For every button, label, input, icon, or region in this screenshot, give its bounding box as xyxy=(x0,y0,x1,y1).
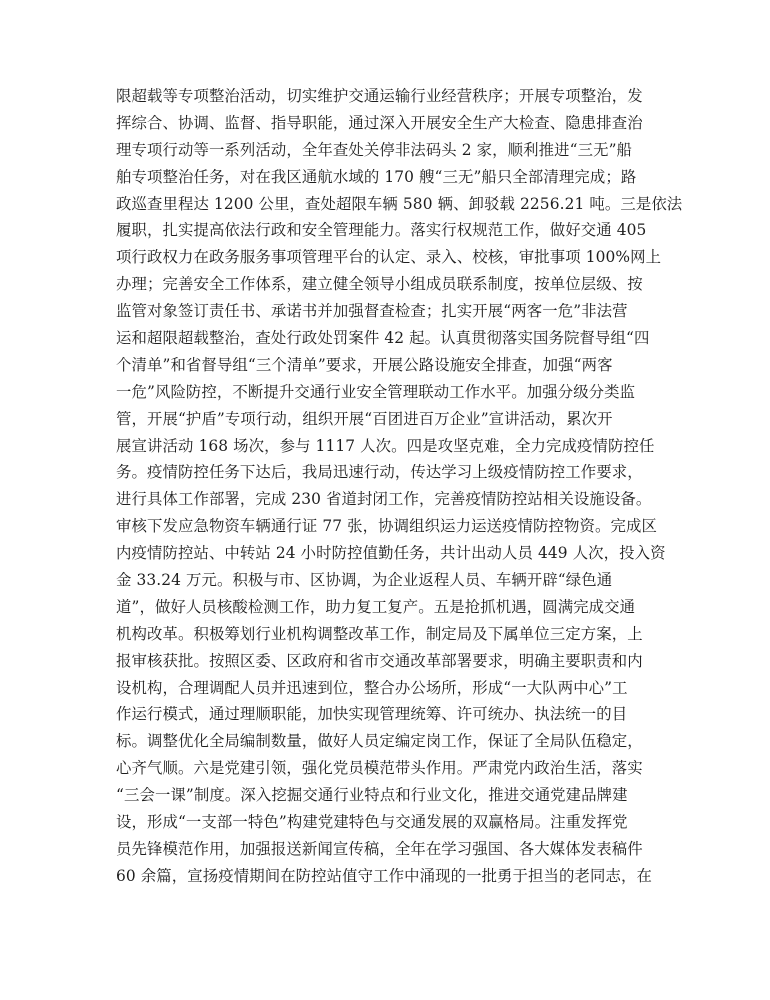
text-line: 金 33.24 万元。积极与市、区协调，为企业返程人员、车辆开辟“绿色通 xyxy=(116,571,613,590)
text-line: 运和超限超载整治，查处行政处罚案件 42 起。认真贯彻落实国务院督导组“四 xyxy=(116,329,650,348)
text-line: 履职，扎实提高依法行政和安全管理能力。落实行权规范工作，做好交通 405 xyxy=(116,221,647,240)
text-line: 管，开展“护盾”专项行动，组织开展“百团进百万企业”宣讲活动，累次开 xyxy=(116,409,613,428)
text-line: 作运行模式，通过理顺职能，加快实现管理统筹、许可统办、执法统一的目 xyxy=(116,705,628,724)
text-line: 设机构，合理调配人员并迅速到位，整合办公场所，形成“一大队两中心”工 xyxy=(116,678,628,697)
text-line: 审核下发应急物资车辆通行证 77 张，协调组织运力运送疫情防控物资。完成区 xyxy=(116,517,657,536)
body-text xyxy=(116,83,683,890)
text-line: 心齐气顺。六是党建引领，强化党员模范带头作用。严肃党内政治生活，落实 xyxy=(116,759,643,778)
text-line: 设，形成“一支部一特色”构建党建特色与交通发展的双赢格局。注重发挥党 xyxy=(116,813,628,832)
text-line: 报审核获批。按照区委、区政府和省市交通改革部署要求，明确主要职责和内 xyxy=(116,651,643,670)
text-line: 机构改革。积极筹划行业机构调整改革工作，制定局及下属单位三定方案，上 xyxy=(116,624,643,643)
text-line: 政巡查里程达 1200 公里，查处超限车辆 580 辆、卸驳载 2256.21 吨。三是依法 xyxy=(116,194,683,213)
text-line: 标。调整优化全局编制数量，做好人员定编定岗工作，保证了全局队伍稳定， xyxy=(116,732,643,751)
text-line: 舶专项整治任务，对在我区通航水域的 170 艘“三无”船只全部清理完成；路 xyxy=(116,167,637,186)
text-line: 一危”风险防控，不断提升交通行业安全管理联动工作水平。加强分级分类监 xyxy=(116,382,636,401)
text-line: 展宣讲活动 168 场次，参与 1117 人次。四是攻坚克难，全力完成疫情防控任 xyxy=(116,436,655,455)
text-line: “三会一课”制度。深入挖掘交通行业特点和行业文化，推进交通党建品牌建 xyxy=(116,786,628,805)
text-line: 内疫情防控站、中转站 24 小时防控值勤任务，共计出动人员 449 人次，投入资 xyxy=(116,544,666,563)
text-line: 办理；完善安全工作体系，建立健全领导小组成员联系制度，按单位层级、按 xyxy=(116,275,643,294)
text-line: 道”，做好人员核酸检测工作，助力复工复产。五是抢抓机遇，圆满完成交通 xyxy=(116,597,636,616)
text-line: 限超载等专项整治活动，切实维护交通运输行业经营秩序；开展专项整治，发 xyxy=(116,87,643,105)
text-line: 务。疫情防控任务下达后，我局迅速行动，传达学习上级疫情防控工作要求， xyxy=(116,463,643,482)
text-line: 项行政权力在政务服务事项管理平台的认定、录入、校核，审批事项 100%网上 xyxy=(116,248,662,267)
text-line: 理专项行动等一系列活动，全年查处关停非法码头 2 家，顺利推进“三无”船 xyxy=(116,140,633,159)
text-line: 挥综合、协调、监督、指导职能，通过深入开展安全生产大检查、隐患排查治 xyxy=(116,113,643,132)
text-line: 员先锋模范作用，加强报送新闻宣传稿，全年在学习强国、各大媒体发表稿件 xyxy=(116,839,643,858)
text-line: 进行具体工作部署，完成 230 省道封闭工作，完善疫情防控站相关设施设备。 xyxy=(116,490,652,509)
text-line: 个清单”和省督导组“三个清单”要求，开展公路设施安全排查，加强“两客 xyxy=(116,355,613,374)
text-line: 监管对象签订责任书、承诺书并加强督查检查；扎实开展“两客一危”非法营 xyxy=(116,302,628,321)
text-line: 60 余篇，宣扬疫情期间在防控站值守工作中涌现的一批勇于担当的老同志，在 xyxy=(116,866,652,885)
